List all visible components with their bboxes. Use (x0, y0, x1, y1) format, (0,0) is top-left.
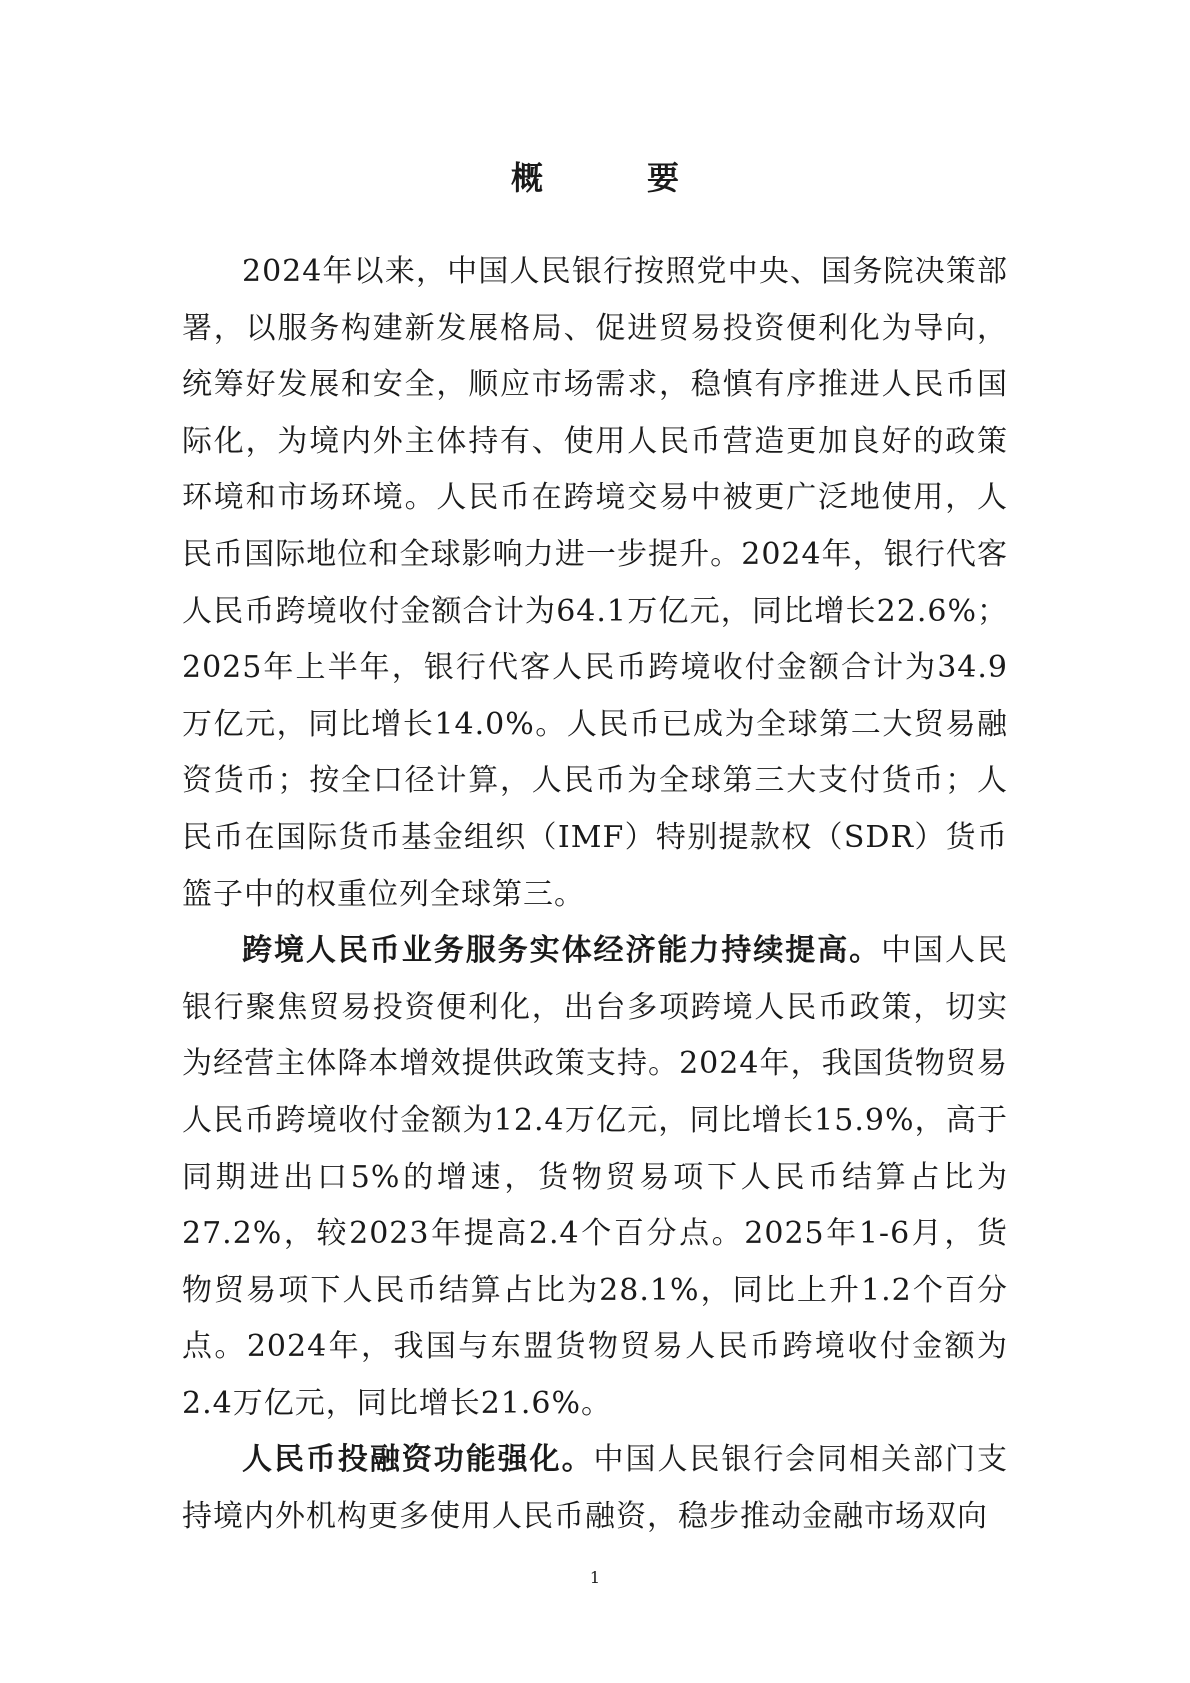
paragraph-overview (182, 244, 1008, 923)
document-body (182, 244, 1008, 1546)
paragraph-lead: 跨境人民币业务服务实体经济能力持续提高。 (242, 933, 882, 969)
paragraph-text: 2024年以来，中国人民银行按照党中央、国务院决策部署，以服务构建新发展格局、促进贸易投资便利化为导向，统筹好发展和安全，顺应市场需求，稳慎有序推进人民币国际化，为境内外主体持有、使用人民币营造更加良好的政策环境和市场环境。人民币在跨境交易中被更广泛地使用，人民币国际地位和全球影响力进一步提升。2024年，银行代客人民币跨境收付金额合计为64.1万亿元，同比增长22.6%；2025年上半年，银行代客人民币跨境收付金额合计为34.9万亿元，同比增长14.0%。人民币已成为全球第二大贸易融资货币；按全口径计算，人民币为全球第三大支付货币；人民币在国际货币基金组织（IMF）特别提款权（SDR）货币篮子中的权重位列全球第三。 (182, 254, 1008, 912)
paragraph-lead: 人民币投融资功能强化。 (242, 1442, 594, 1478)
page-title: 概 要 (510, 159, 715, 197)
page-number: 1 (589, 1568, 601, 1587)
paragraph-text: 中国人民银行聚焦贸易投资便利化，出台多项跨境人民币政策，切实为经营主体降本增效提供政策支持。2024年，我国货物贸易人民币跨境收付金额为12.4万亿元，同比增长15.9%，高于同期进出口5%的增速，货物贸易项下人民币结算占比为27.2%，较2023年提高2.4个百分点。2025年1-6月，货物贸易项下人民币结算占比为28.1%，同比上升1.2个百分点。2024年，我国与东盟货物贸易人民币跨境收付金额为2.4万亿元，同比增长21.6%。 (182, 933, 1009, 1421)
paragraph-cross-border-rmb (182, 923, 1008, 1432)
paragraph-investment-financing (182, 1432, 1008, 1545)
paragraph-text: 中国人民银行会同相关部门支持境内外机构更多使用人民币融资，稳步推动金融市场双向 (182, 1442, 1009, 1535)
